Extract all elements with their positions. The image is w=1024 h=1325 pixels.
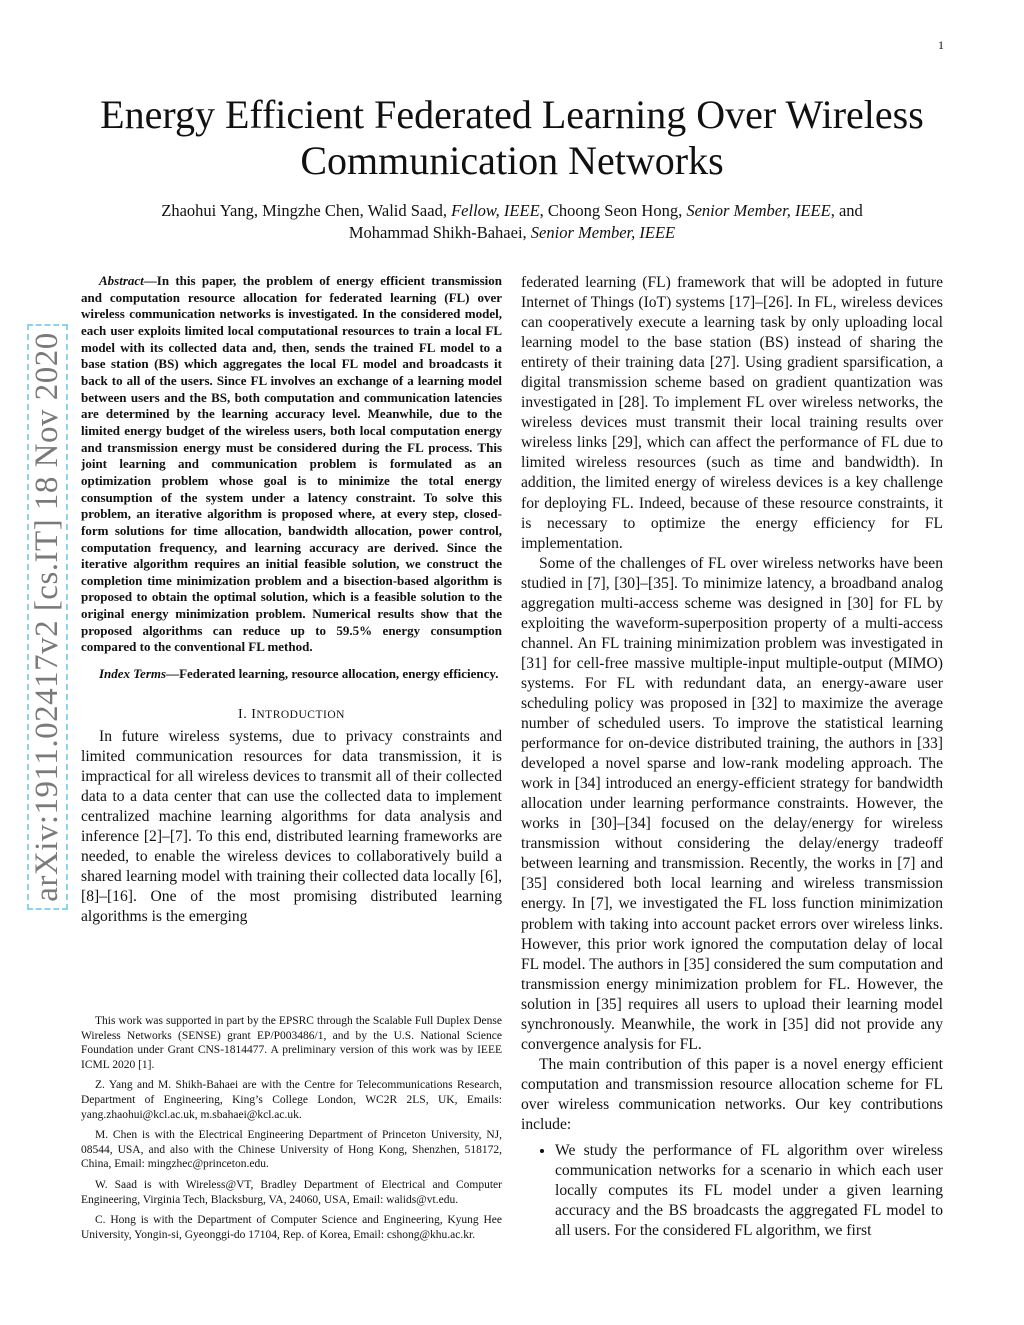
section-title-rest: NTRODUCTION (256, 708, 345, 721)
footnote-hong: C. Hong is with the Department of Computer Science and Engineering, Kyung Hee University, Yongin-si, Gyeonggi-do 17104, Rep. of Korea, Email: cshong@khu.ac.kr. (81, 1214, 502, 1241)
author-names-2: Mohammad Shikh-Bahaei, (348, 223, 531, 242)
arxiv-stamp-text: arXiv:1911.02417v2 [cs.IT] 18 Nov 2020 (27, 324, 68, 910)
author-names-1c: , and (830, 201, 863, 220)
author-names-1: Zhaohui Yang, Mingzhe Chen, Walid Saad, (161, 201, 452, 220)
author-title-shikh: Senior Member, IEEE (530, 223, 676, 242)
footnote-saad: W. Saad is with Wireless@VT, Bradley Department of Electrical and Computer Engineering, Virginia Tech, Blacksburg, VA, 24060, USA, Email: walids@vt.edu. (81, 1178, 502, 1206)
abstract (81, 273, 502, 656)
author-title-hong: Senior Member, IEEE (686, 201, 831, 220)
right-paragraph-3: The main contribution of this paper is a novel energy efficient computation and transmission resource allocation scheme for FL over wireless communication networks. Our key contributions include: (521, 1055, 943, 1133)
abstract-label: Abstract (99, 273, 144, 288)
right-paragraph-1: federated learning (FL) framework that will be adopted in future Internet of Things (IoT) systems [17]–[26]. In FL, wireless devices can cooperatively execute a learning task by only uploading local learning model to the base station (BS) instead of sharing the entirety of their training data [27]. Using gradient sparsification, a digital transmission scheme based on gradient quantization was investigated in [28]. To implement FL over wireless networks, the wireless devices must transmit their local training results over wireless links [29], which can affect the performance of FL due to limited wireless resources (such as time and bandwidth). In addition, the limited energy of wireless devices is a key challenge for deploying FL. Indeed, because of these resource constraints, it is necessary to optimize the energy efficiency for FL implementation. (521, 274, 943, 552)
section-heading-introduction (81, 707, 502, 723)
page-number: 1 (938, 38, 944, 52)
right-paragraph-2: Some of the challenges of FL over wireless networks have been studied in [7], [30]–[35]. To minimize latency, a broadband analog aggregation multi-access scheme was designed in [30] for FL by exploiting the waveform-superposition property of a multi-access channel. An FL training minimization problem was investigated in [31] for cell-free massive multiple-input multiple-output (MIMO) systems. For FL with redundant data, an energy-aware user scheduling policy was proposed in [32] to maximize the average number of scheduled users. To improve the statistical learning performance for on-device distributed training, the authors in [33] developed a novel sparse and low-rank modeling approach. The work in [34] introduced an energy-efficient strategy for bandwidth allocation under learning performance constraints. However, the works in [30]–[34] focused on the delay/energy for wireless transmission without considering the delay/energy tradeoff between learning and transmission. Recently, the works in [7] and [35] considered both local learning and wireless transmission energy. In [7], we investigated the FL loss function minimization problem with taking into account packet errors over wireless links. However, this prior work ignored the computation delay of local FL model. The authors in [35] considered the sum computation and transmission energy minimization problem for FL. However, the solution in [35] requires all users to upload their learning model synchronously. Meanwhile, the work in [35] did not provide any convergence analysis for FL. (521, 554, 943, 1053)
section-numeral: I. I (238, 706, 257, 722)
index-terms-label: Index Terms (99, 666, 167, 682)
abstract-text: —In this paper, the problem of energy efficient transmission and computation resource allocation for federated learning (FL) over wireless communication networks is investigated. In the considered model, each user exploits limited local computational resources to train a local FL model with its collected data and, then, sends the trained FL model to a base station (BS) which aggregates the local FL model and broadcasts it back to all of the users. Since FL involves an exchange of a learning model between users and the BS, both computation and communication latencies are determined by the learning accuracy level. Meanwhile, due to the limited energy budget of the wireless users, both local computation energy and transmission energy must be considered during the FL process. This joint learning and communication problem is formulated as an optimization problem whose goal is to minimize the total energy consumption of the system under a latency constraint. To solve this problem, an iterative algorithm is proposed where, at every step, closed-form solutions for time allocation, bandwidth allocation, power control, computation frequency, and learning accuracy are derived. Since the iterative algorithm requires an initial feasible solution, we construct the completion time minimization problem and a bisection-based algorithm is proposed to obtain the optimal solution, which is a feasible solution to the original energy minimization problem. Numerical results show that the proposed algorithms can reduce up to 59.5% energy consumption compared to the conventional FL method. (81, 273, 502, 655)
footnote-chen: M. Chen is with the Electrical Engineering Department of Princeton University, NJ, 08544, USA, and also with the Chinese University of Hong Kong, Shenzhen, 518172, China, Email: mingzhec@princeton.edu. (81, 1129, 502, 1171)
left-column (81, 273, 502, 927)
contribution-list (521, 1141, 943, 1241)
intro-paragraph: In future wireless systems, due to privacy constraints and limited communication resources for data transmission, it is impractical for all wireless devices to transmit all of their collected data to a data center that can use the collected data to implement centralized machine learning algorithms for data analysis and inference [2]–[7]. To this end, distributed learning frameworks are needed, to enable the wireless devices to collaboratively build a shared learning model with training their collected data locally [6], [8]–[16]. One of the most promising distributed learning algorithms is the emerging (81, 727, 502, 926)
footnotes (81, 1014, 502, 1248)
index-terms (81, 666, 502, 683)
author-list (80, 200, 944, 244)
author-title-saad: Fellow, IEEE (451, 201, 540, 220)
author-names-1b: , Choong Seon Hong, (539, 201, 687, 220)
arxiv-stamp (27, 322, 67, 912)
paper-title: Energy Efficient Federated Learning Over Wireless Communication Networks (100, 92, 924, 183)
contribution-item: • We study the performance of FL algorithm over wireless communication networks for a scenario in which each user locally computes its FL model under a given learning accuracy and the BS broadcasts the aggregated FL model to all users. For the considered FL algorithm, we first (555, 1141, 943, 1241)
right-column (521, 273, 943, 1241)
index-terms-text: —Federated learning, resource allocation, energy efficiency. (166, 666, 499, 682)
footnote-funding: This work was supported in part by the EPSRC through the Scalable Full Duplex Dense Wireless Networks (SENSE) grant EP/P003486/1, and by the U.S. National Science Foundation under Grant CNS-1814477. A preliminary version of this work was by IEEE ICML 2020 [1]. (81, 1015, 502, 1071)
footnote-yang: Z. Yang and M. Shikh-Bahaei are with the Centre for Telecommunications Research, Department of Engineering, King’s College London, WC2R 2LS, UK, Emails: yang.zhaohui@kcl.ac.uk, m.sbahaei@kcl.ac.uk. (81, 1079, 502, 1121)
